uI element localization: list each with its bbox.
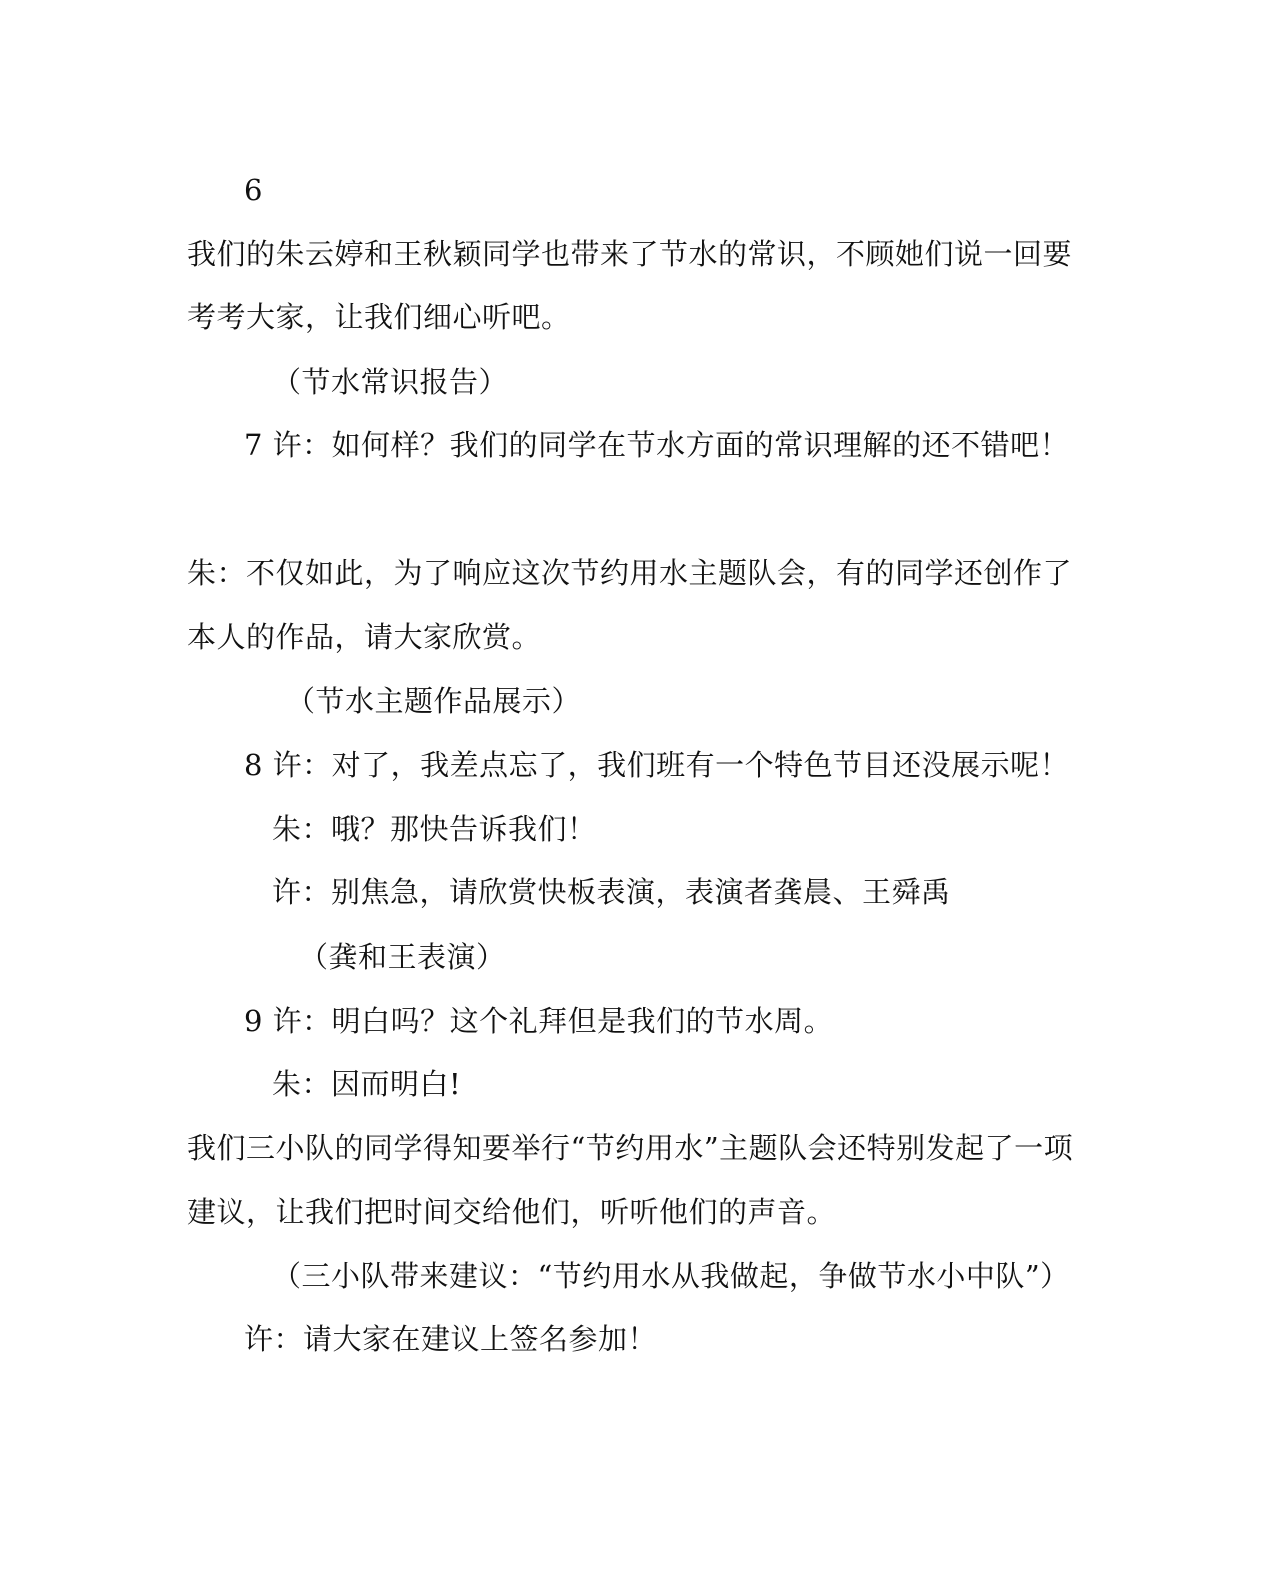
dialogue-line: 朱：因而明白! [272, 1067, 462, 1101]
stage-direction: （三小队带来建议：“节约用水从我做起，争做节水小中队”） [272, 1259, 1070, 1293]
stage-direction: （节水常识报告） [272, 365, 509, 399]
stage-direction: （节水主题作品展示） [286, 684, 582, 718]
paragraph-line: 我们的朱云婷和王秋颖同学也带来了节水的常识，不顾她们说一回要 [187, 237, 1073, 271]
paragraph-line: 考考大家，让我们细心听吧。 [187, 300, 571, 334]
dialogue-line: 朱：哦？那快告诉我们！ [272, 812, 597, 846]
stage-direction: （龚和王表演） [299, 940, 506, 974]
dialogue-line: 7 许：如何样？我们的同学在节水方面的常识理解的还不错吧！ [244, 428, 1070, 462]
section-number-6: 6 [244, 173, 263, 207]
paragraph-line: 我们三小队的同学得知要举行“节约用水”主题队会还特别发起了一项 [187, 1131, 1074, 1165]
dialogue-line: 朱：不仅如此，为了响应这次节约用水主题队会，有的同学还创作了 [187, 556, 1073, 590]
paragraph-line: 建议，让我们把时间交给他们，听听他们的声音。 [187, 1195, 837, 1229]
dialogue-line: 9 许：明白吗？这个礼拜但是我们的节水周。 [244, 1004, 834, 1038]
dialogue-line: 许：别焦急，请欣赏快板表演，表演者龚晨、王舜禹 [272, 875, 951, 909]
dialogue-line: 许：请大家在建议上签名参加！ [244, 1322, 658, 1356]
paragraph-line: 本人的作品，请大家欣赏。 [187, 620, 542, 654]
dialogue-line: 8 许：对了，我差点忘了，我们班有一个特色节目还没展示呢！ [244, 748, 1070, 782]
